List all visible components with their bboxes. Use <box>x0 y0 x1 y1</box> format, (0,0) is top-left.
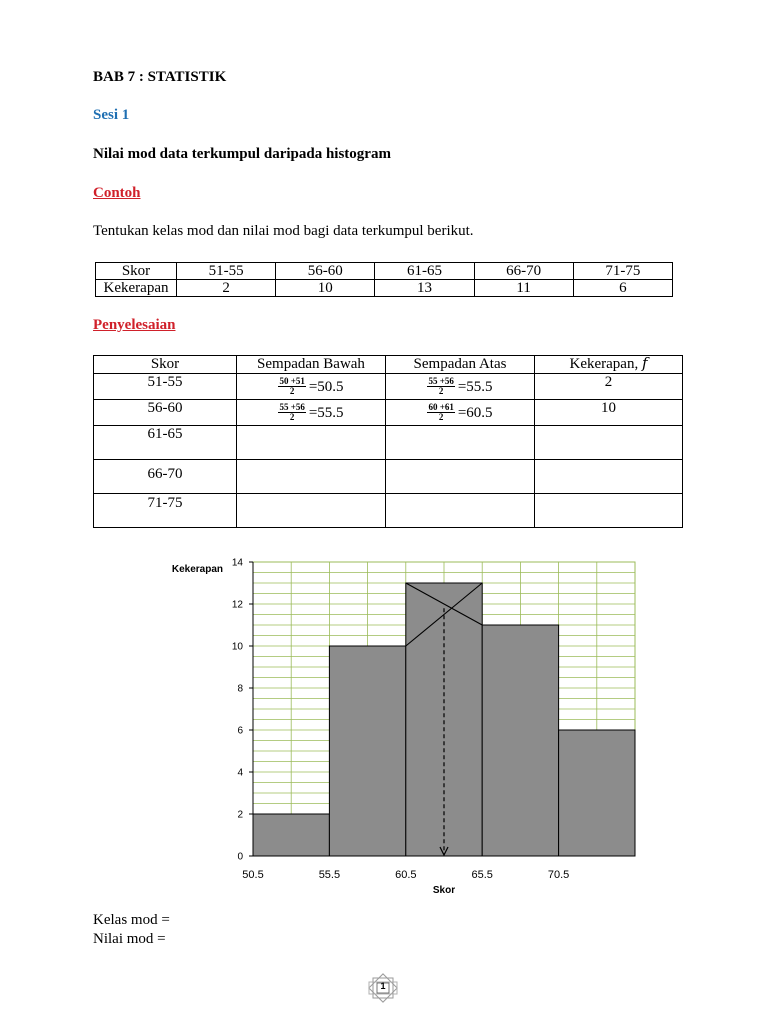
header-cell: Sempadan Bawah <box>237 356 386 374</box>
solution-label: Penyelesaian <box>93 317 176 333</box>
table-cell: 6 <box>573 280 672 297</box>
fraction-denominator: 2 <box>289 386 295 396</box>
fraction <box>278 377 305 396</box>
table-cell: 10 <box>276 280 375 297</box>
table-row <box>96 263 673 280</box>
fraction-result: =60.5 <box>457 404 493 421</box>
header-cell: Skor <box>94 356 237 374</box>
y-tick-label: 12 <box>231 599 243 611</box>
y-tick-label: 10 <box>231 641 243 653</box>
table-cell <box>237 460 386 494</box>
y-tick-label: 4 <box>237 767 243 779</box>
fraction-result: =55.5 <box>457 378 493 395</box>
table-cell <box>237 426 386 460</box>
table-cell <box>386 400 535 426</box>
fraction-expression <box>386 400 534 425</box>
table-cell: 56-60 <box>94 400 237 426</box>
fraction-expression <box>237 374 385 399</box>
header-cell: Kekerapan, 𝑓 <box>535 356 683 374</box>
x-tick-label: 65.5 <box>471 869 493 881</box>
y-axis-title: Kekerapan <box>171 564 223 575</box>
chapter-heading: BAB 7 : STATISTIK <box>93 69 227 85</box>
x-tick-label: 55.5 <box>318 869 341 881</box>
topic-title: Nilai mod data terkumpul daripada histogram <box>93 146 391 162</box>
table-cell: Skor <box>96 263 177 280</box>
fraction <box>427 403 454 422</box>
table-cell: 66-70 <box>94 460 237 494</box>
histogram-svg <box>150 548 650 908</box>
histogram-bar <box>253 814 329 856</box>
fraction-denominator: 2 <box>438 412 444 422</box>
table-cell: 56-60 <box>276 263 375 280</box>
fraction-expression <box>386 374 534 399</box>
page-number: 1 <box>380 981 386 991</box>
fraction-expression <box>237 400 385 425</box>
fraction <box>278 403 305 422</box>
fraction-denominator: 2 <box>438 386 444 396</box>
table-cell <box>237 400 386 426</box>
histogram-chart <box>150 548 650 908</box>
table-cell <box>386 426 535 460</box>
table-cell: Kekerapan <box>96 280 177 297</box>
table-row <box>94 426 683 460</box>
instruction-text: Tentukan kelas mod dan nilai mod bagi data terkumpul berikut. <box>93 223 474 239</box>
fraction-numerator: 55 +56 <box>279 402 305 412</box>
table-cell: 61-65 <box>375 263 474 280</box>
fraction <box>427 377 454 396</box>
histogram-bar <box>329 646 405 856</box>
table-row <box>96 280 673 297</box>
mode-class-label: Kelas mod = <box>93 912 170 928</box>
table-row <box>94 494 683 528</box>
x-tick-label: 70.5 <box>547 869 570 881</box>
table-cell <box>535 494 683 528</box>
table-cell <box>386 374 535 400</box>
table-cell: 2 <box>535 374 683 400</box>
table-cell <box>535 460 683 494</box>
table-cell: 71-75 <box>94 494 237 528</box>
session-label: Sesi 1 <box>93 107 130 123</box>
fraction-numerator: 50 +51 <box>279 376 305 386</box>
fraction-numerator: 55 +56 <box>428 376 454 386</box>
y-tick-label: 0 <box>237 851 243 863</box>
table-cell <box>386 460 535 494</box>
table-cell: 11 <box>474 280 573 297</box>
table-cell <box>386 494 535 528</box>
table-cell <box>535 426 683 460</box>
table-row <box>94 400 683 426</box>
table-cell: 66-70 <box>474 263 573 280</box>
fraction-numerator: 60 +61 <box>428 402 454 412</box>
fraction-result: =55.5 <box>308 404 344 421</box>
histogram-bar <box>559 730 635 856</box>
y-tick-label: 2 <box>237 809 243 821</box>
table-cell <box>237 494 386 528</box>
table-cell: 2 <box>177 280 276 297</box>
table-cell: 61-65 <box>94 426 237 460</box>
y-tick-label: 14 <box>231 557 243 569</box>
x-tick-label: 60.5 <box>395 869 417 881</box>
table-row <box>94 460 683 494</box>
table-cell: 13 <box>375 280 474 297</box>
table-header-row <box>94 356 683 374</box>
y-tick-label: 6 <box>237 725 243 737</box>
table-row <box>94 374 683 400</box>
mode-value-label: Nilai mod = <box>93 931 166 947</box>
table-cell: 10 <box>535 400 683 426</box>
example-label: Contoh <box>93 185 141 201</box>
header-cell: Sempadan Atas <box>386 356 535 374</box>
x-axis-title: Skor <box>432 885 456 896</box>
table-cell: 71-75 <box>573 263 672 280</box>
y-tick-label: 8 <box>237 683 243 695</box>
table-cell: 51-55 <box>94 374 237 400</box>
frequency-table <box>95 262 673 297</box>
table-cell: 51-55 <box>177 263 276 280</box>
x-tick-label: 50.5 <box>242 869 264 881</box>
histogram-bar <box>482 625 558 856</box>
table-cell <box>237 374 386 400</box>
fraction-denominator: 2 <box>289 412 295 422</box>
fraction-result: =50.5 <box>308 378 344 395</box>
boundary-table <box>93 355 683 528</box>
page-number-badge <box>364 972 402 1004</box>
